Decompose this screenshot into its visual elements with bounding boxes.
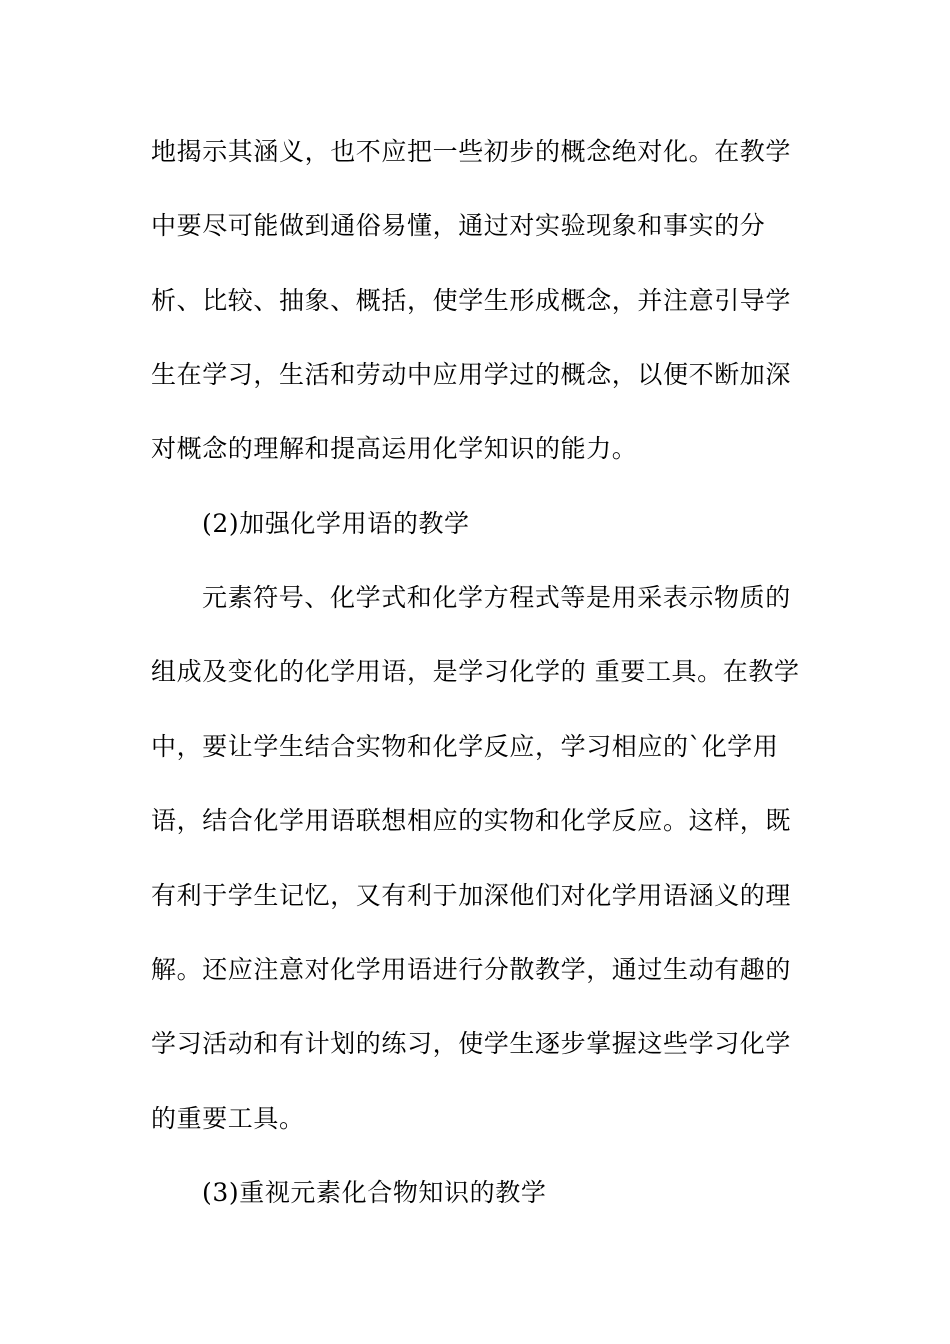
- paragraph-line: 有利于学生记忆，又有利于加深他们对化学用语涵义的理: [151, 881, 792, 910]
- paragraph-line: 对概念的理解和提高运用化学知识的能力。: [151, 434, 638, 463]
- section-heading: (2)加强化学用语的教学: [202, 509, 470, 538]
- paragraph-line: 析、比较、抽象、概括，使学生形成概念，并注意引导学: [151, 286, 792, 315]
- paragraph-line: 地揭示其涵义，也不应把一些初步的概念绝对化。在教学: [151, 137, 792, 166]
- paragraph-line: 学习活动和有计划的练习，使学生逐步掌握这些学习化学: [151, 1029, 792, 1058]
- paragraph-line: 生在学习，生活和劳动中应用学过的概念，以便不断加深: [151, 360, 792, 389]
- paragraph-line: 解。还应注意对化学用语进行分散教学，通过生动有趣的: [151, 955, 792, 984]
- paragraph-line: 的重要工具。: [151, 1104, 305, 1133]
- section-heading: (3)重视元素化合物知识的教学: [202, 1178, 547, 1207]
- paragraph-line: 元素符号、化学式和化学方程式等是用采表示物质的: [202, 583, 791, 612]
- paragraph-line: 组成及变化的化学用语，是学习化学的 重要工具。在教学: [151, 657, 800, 686]
- paragraph-line: 语，结合化学用语联想相应的实物和化学反应。这样，既: [151, 806, 792, 835]
- paragraph-line: 中要尽可能做到通俗易懂，通过对实验现象和事实的分: [151, 211, 766, 240]
- paragraph-line: 中，要让学生结合实物和化学反应，学习相应的`化学用: [151, 732, 779, 761]
